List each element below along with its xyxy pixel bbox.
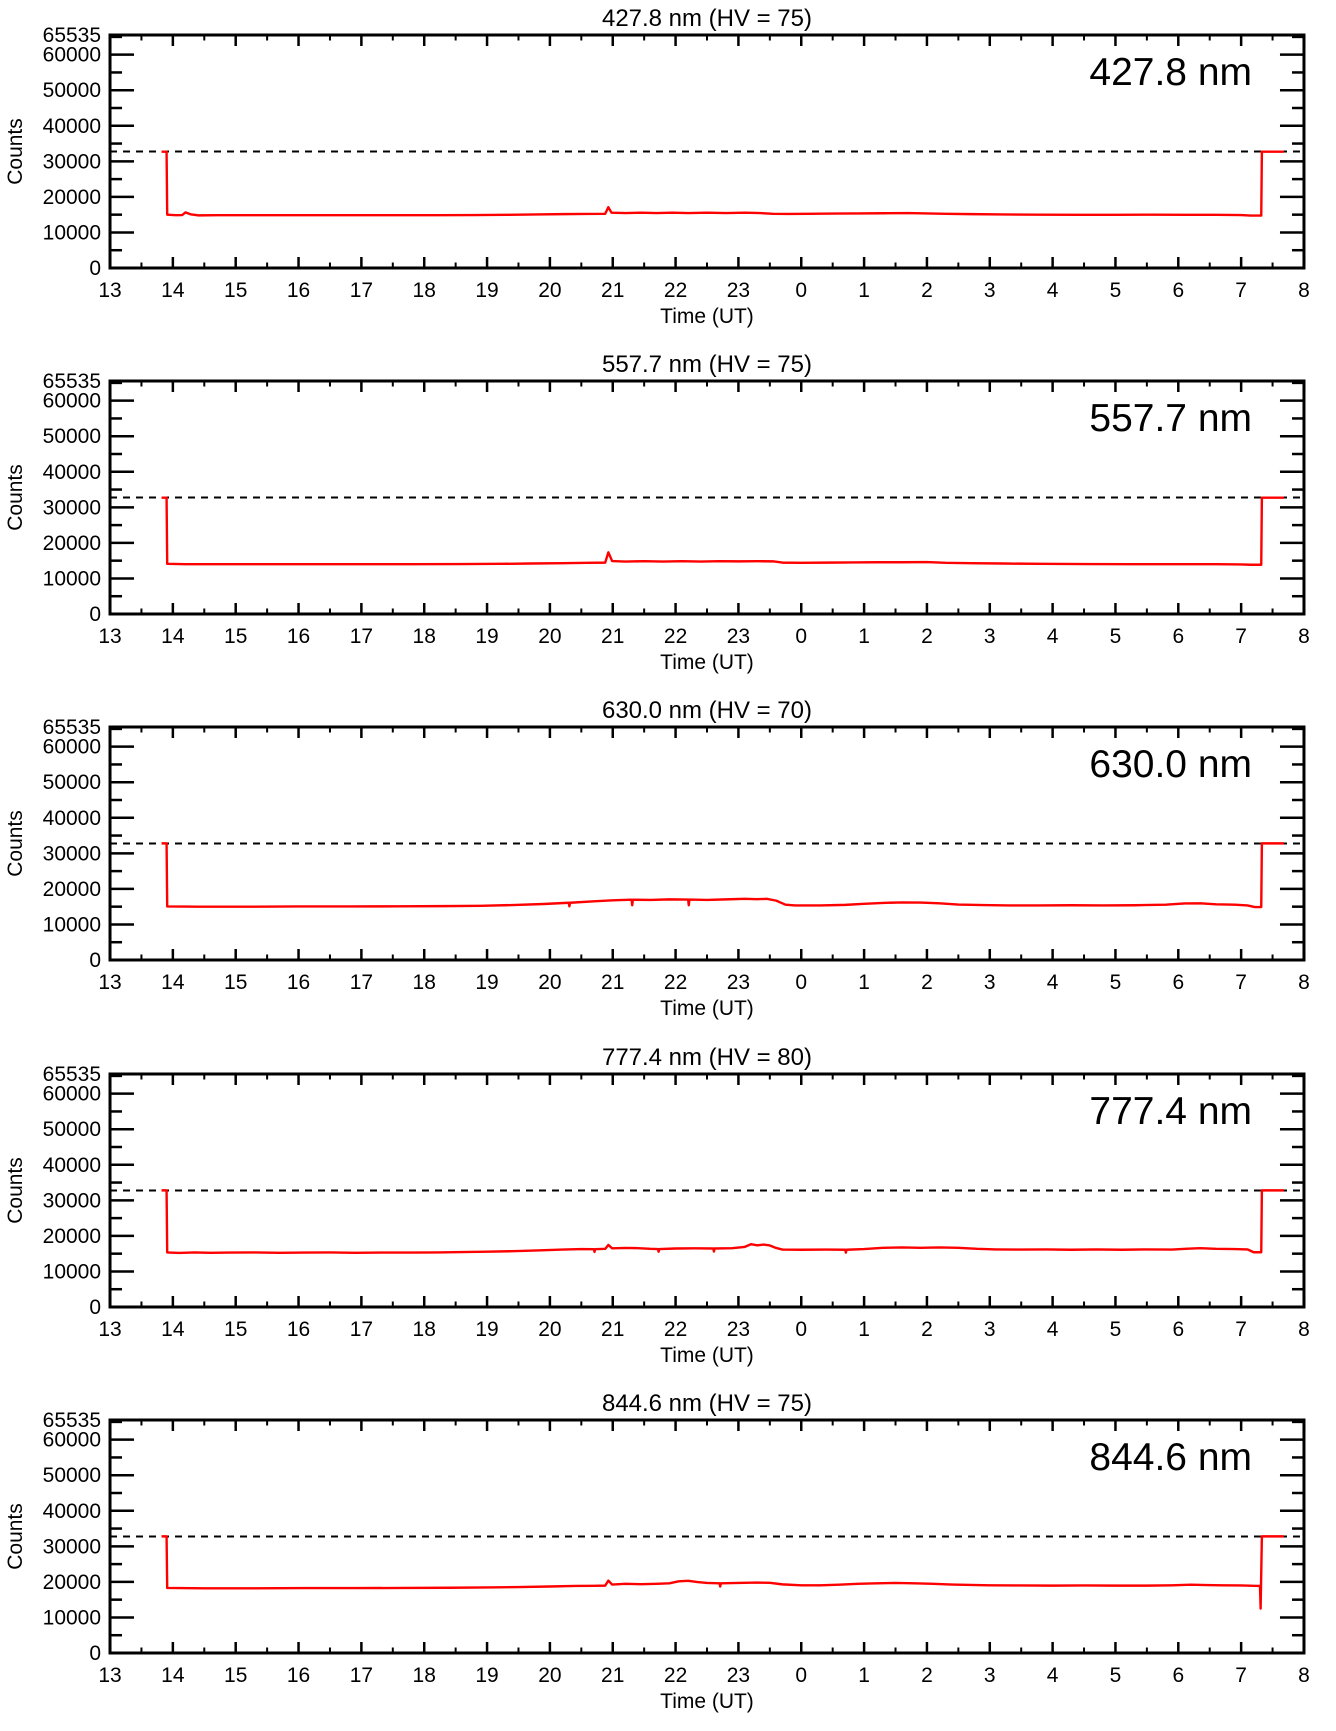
x-tick-label: 0: [795, 971, 808, 995]
y-axis-label: Counts: [4, 118, 28, 185]
y-tick-label: 40000: [42, 807, 102, 831]
x-tick-label: 19: [475, 278, 499, 302]
y-tick-label: 65535: [42, 1062, 102, 1086]
x-tick-label: 2: [921, 1663, 933, 1687]
x-tick-label: 2: [921, 625, 933, 649]
x-tick-label: 18: [412, 278, 436, 302]
y-tick-label: 30000: [42, 150, 102, 174]
x-tick-label: 20: [538, 971, 562, 995]
x-tick-label: 1: [858, 1663, 870, 1687]
x-tick-label: 3: [983, 278, 996, 302]
y-tick-label: 20000: [42, 532, 102, 556]
y-axis-label: Counts: [4, 1156, 28, 1224]
x-tick-label: 17: [349, 971, 374, 995]
y-tick-label: 40000: [42, 1153, 102, 1177]
x-tick-label: 23: [726, 625, 751, 649]
y-tick-label: 20000: [42, 1570, 102, 1594]
panel-title: 427.8 nm (HV = 75): [602, 4, 812, 32]
x-tick-label: 3: [983, 625, 996, 649]
y-tick-label: 40000: [42, 460, 102, 484]
x-tick-label: 5: [1109, 971, 1122, 995]
x-tick-label: 15: [224, 1317, 248, 1341]
x-tick-label: 15: [224, 625, 248, 649]
x-tick-label: 6: [1172, 625, 1185, 649]
x-tick-label: 19: [475, 625, 499, 649]
y-tick-label: 30000: [42, 842, 102, 866]
x-tick-label: 23: [726, 278, 751, 302]
panel-title: 630.0 nm (HV = 70): [602, 697, 812, 725]
y-tick-label: 10000: [42, 913, 102, 937]
panel-title: 557.7 nm (HV = 75): [602, 351, 812, 379]
x-tick-label: 21: [601, 1663, 625, 1687]
x-tick-label: 21: [601, 625, 625, 649]
x-tick-label: 4: [1046, 1663, 1059, 1687]
y-tick-label: 10000: [42, 221, 102, 245]
x-tick-label: 8: [1298, 971, 1310, 995]
y-tick-label: 50000: [42, 79, 102, 103]
y-tick-label: 20000: [42, 1224, 102, 1248]
x-tick-label: 17: [349, 1317, 374, 1341]
x-tick-label: 8: [1298, 1663, 1310, 1687]
y-tick-label: 0: [89, 1641, 102, 1665]
x-tick-label: 18: [412, 971, 436, 995]
x-tick-label: 13: [98, 625, 122, 649]
y-axis-label: Counts: [4, 1502, 28, 1570]
y-tick-label: 10000: [42, 567, 102, 591]
x-tick-label: 5: [1109, 278, 1122, 302]
x-tick-label: 3: [983, 1663, 996, 1687]
x-tick-label: 4: [1046, 278, 1059, 302]
x-tick-label: 0: [795, 278, 808, 302]
x-tick-label: 5: [1109, 625, 1122, 649]
x-tick-label: 16: [286, 278, 311, 302]
x-tick-label: 1: [858, 971, 870, 995]
y-tick-label: 0: [89, 256, 102, 280]
panel-title: 777.4 nm (HV = 80): [602, 1043, 812, 1071]
x-tick-label: 16: [286, 625, 311, 649]
chart-panel-2: [0, 346, 1336, 692]
x-tick-label: 15: [224, 1663, 248, 1687]
x-tick-label: 21: [601, 971, 625, 995]
x-tick-label: 16: [286, 971, 311, 995]
x-tick-label: 17: [349, 625, 374, 649]
counts-data-line: [162, 1190, 1284, 1253]
y-tick-label: 10000: [42, 1606, 102, 1630]
x-tick-label: 17: [349, 278, 374, 302]
y-tick-label: 0: [89, 1295, 102, 1319]
x-tick-label: 0: [795, 1317, 808, 1341]
x-tick-label: 4: [1046, 625, 1059, 649]
x-tick-label: 20: [538, 1317, 562, 1341]
x-tick-label: 6: [1172, 1663, 1185, 1687]
y-tick-label: 65535: [42, 716, 102, 740]
x-tick-label: 5: [1109, 1663, 1122, 1687]
x-tick-label: 8: [1298, 278, 1310, 302]
x-tick-label: 13: [98, 1317, 122, 1341]
x-tick-label: 20: [538, 625, 562, 649]
x-tick-label: 22: [663, 1663, 688, 1687]
y-tick-label: 10000: [42, 1260, 102, 1284]
x-tick-label: 18: [412, 1663, 436, 1687]
x-tick-label: 8: [1298, 625, 1310, 649]
x-axis-label: Time (UT): [660, 997, 754, 1021]
chart-panel-5: [0, 1385, 1336, 1731]
y-tick-label: 50000: [42, 425, 102, 449]
x-tick-label: 15: [224, 971, 248, 995]
y-tick-label: 60000: [42, 389, 102, 413]
x-tick-label: 6: [1172, 1317, 1185, 1341]
x-tick-label: 14: [161, 1317, 185, 1341]
y-tick-label: 40000: [42, 1499, 102, 1523]
x-tick-label: 13: [98, 278, 122, 302]
chart-panel-1: [0, 0, 1336, 346]
wavelength-annotation: 630.0 nm: [1089, 743, 1252, 787]
x-tick-label: 19: [475, 971, 499, 995]
x-tick-label: 21: [601, 278, 625, 302]
y-tick-label: 65535: [42, 370, 102, 394]
x-tick-label: 17: [349, 1663, 374, 1687]
x-tick-label: 14: [161, 278, 185, 302]
y-tick-label: 30000: [42, 1535, 102, 1559]
y-axis-label: Counts: [4, 464, 28, 531]
x-tick-label: 23: [726, 971, 751, 995]
x-tick-label: 14: [161, 625, 185, 649]
x-tick-label: 0: [795, 625, 808, 649]
y-tick-label: 30000: [42, 1188, 102, 1212]
x-tick-label: 2: [921, 1317, 933, 1341]
counts-data-line: [162, 498, 1284, 565]
x-tick-label: 6: [1172, 971, 1185, 995]
x-tick-label: 7: [1235, 1317, 1247, 1341]
x-tick-label: 22: [663, 625, 688, 649]
x-tick-label: 22: [663, 971, 688, 995]
y-tick-label: 30000: [42, 496, 102, 520]
x-tick-label: 14: [161, 1663, 185, 1687]
y-tick-label: 0: [89, 603, 102, 627]
x-tick-label: 3: [983, 1317, 996, 1341]
x-tick-label: 19: [475, 1317, 499, 1341]
y-tick-label: 50000: [42, 771, 102, 795]
x-tick-label: 19: [475, 1663, 499, 1687]
x-tick-label: 1: [858, 278, 870, 302]
y-tick-label: 60000: [42, 736, 102, 760]
y-tick-label: 65535: [42, 1408, 102, 1432]
y-tick-label: 40000: [42, 114, 102, 138]
x-tick-label: 16: [286, 1317, 311, 1341]
x-tick-label: 7: [1235, 1663, 1247, 1687]
y-tick-label: 0: [89, 949, 102, 973]
y-tick-label: 60000: [42, 1082, 102, 1106]
y-tick-label: 50000: [42, 1117, 102, 1141]
x-axis-label: Time (UT): [660, 1343, 754, 1367]
y-tick-label: 60000: [42, 1428, 102, 1452]
x-tick-label: 1: [858, 625, 870, 649]
x-tick-label: 15: [224, 278, 248, 302]
x-tick-label: 0: [795, 1663, 808, 1687]
y-tick-label: 20000: [42, 878, 102, 902]
chart-panel-4: [0, 1039, 1336, 1385]
y-tick-label: 65535: [42, 23, 102, 47]
wavelength-annotation: 557.7 nm: [1089, 397, 1252, 441]
x-tick-label: 7: [1235, 278, 1247, 302]
x-tick-label: 8: [1298, 1317, 1310, 1341]
x-axis-label: Time (UT): [660, 1689, 754, 1713]
x-tick-label: 4: [1046, 1317, 1059, 1341]
panel-title: 844.6 nm (HV = 75): [602, 1389, 812, 1417]
x-axis-label: Time (UT): [660, 651, 754, 675]
x-tick-label: 2: [921, 971, 933, 995]
wavelength-annotation: 777.4 nm: [1089, 1089, 1252, 1133]
x-tick-label: 22: [663, 1317, 688, 1341]
x-tick-label: 21: [601, 1317, 625, 1341]
x-tick-label: 22: [663, 278, 688, 302]
x-tick-label: 7: [1235, 971, 1247, 995]
wavelength-annotation: 844.6 nm: [1089, 1435, 1252, 1479]
x-tick-label: 1: [858, 1317, 870, 1341]
counts-data-line: [162, 1536, 1284, 1608]
x-tick-label: 3: [983, 971, 996, 995]
x-tick-label: 6: [1172, 278, 1185, 302]
counts-data-line: [162, 152, 1284, 216]
x-tick-label: 5: [1109, 1317, 1122, 1341]
x-tick-label: 7: [1235, 625, 1247, 649]
y-tick-label: 60000: [42, 43, 102, 67]
x-axis-label: Time (UT): [660, 304, 754, 328]
x-tick-label: 20: [538, 278, 562, 302]
x-tick-label: 16: [286, 1663, 311, 1687]
x-tick-label: 23: [726, 1317, 751, 1341]
y-axis-label: Counts: [4, 810, 28, 878]
y-tick-label: 50000: [42, 1463, 102, 1487]
x-tick-label: 14: [161, 971, 185, 995]
y-tick-label: 20000: [42, 185, 102, 209]
x-tick-label: 2: [921, 278, 933, 302]
x-tick-label: 13: [98, 1663, 122, 1687]
chart-panel-3: [0, 692, 1336, 1038]
x-tick-label: 4: [1046, 971, 1059, 995]
x-tick-label: 18: [412, 625, 436, 649]
wavelength-annotation: 427.8 nm: [1089, 50, 1252, 94]
x-tick-label: 13: [98, 971, 122, 995]
counts-data-line: [162, 844, 1284, 908]
x-tick-label: 23: [726, 1663, 751, 1687]
x-tick-label: 20: [538, 1663, 562, 1687]
x-tick-label: 18: [412, 1317, 436, 1341]
